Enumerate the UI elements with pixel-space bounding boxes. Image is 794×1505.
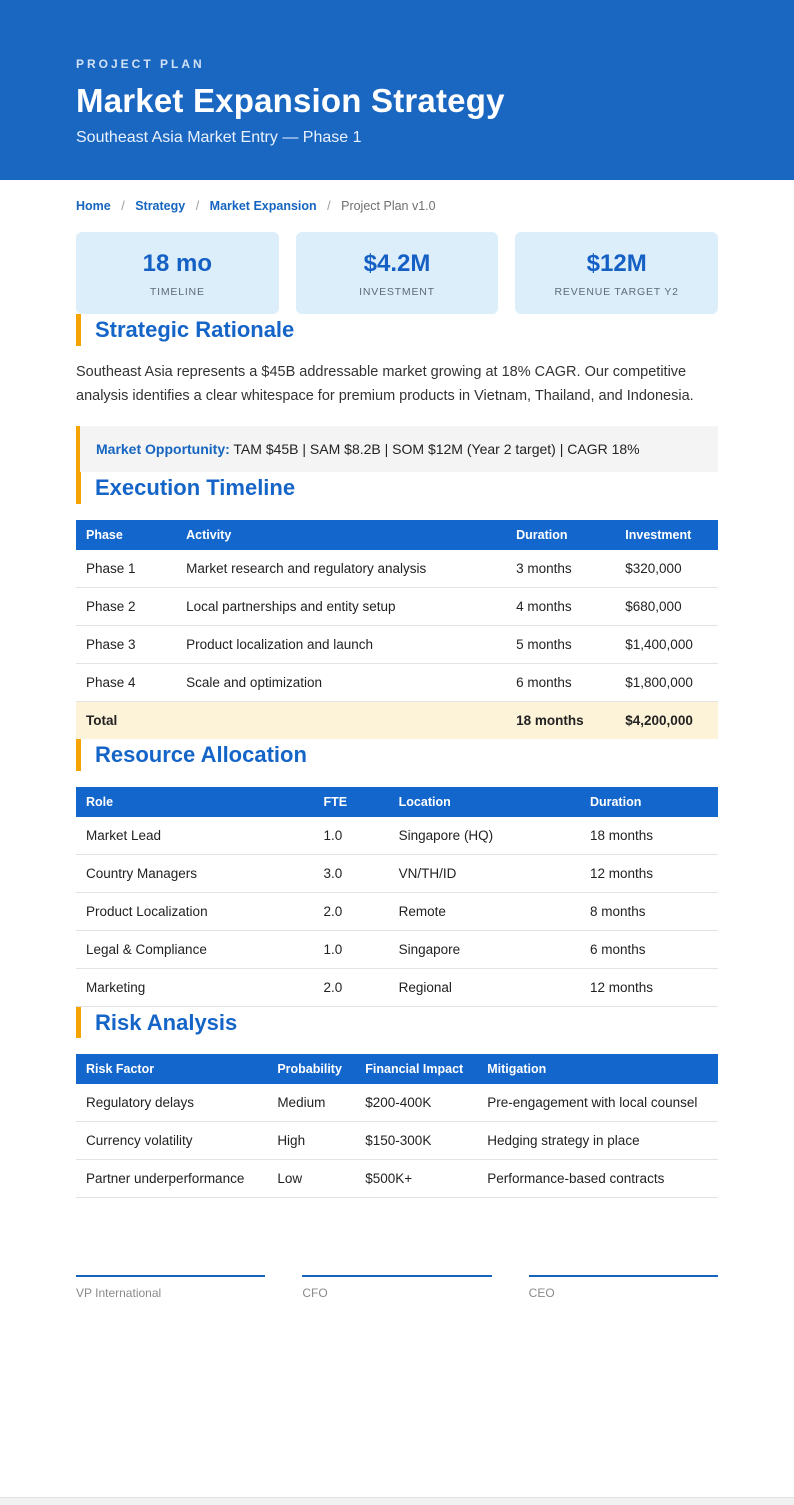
table-cell: Pre-engagement with local counsel (477, 1084, 718, 1122)
breadcrumb-link-strategy[interactable]: Strategy (135, 199, 186, 213)
table-cell: Product localization and launch (176, 625, 506, 663)
table-cell: Country Managers (76, 854, 314, 892)
table-cell: 5 months (506, 625, 615, 663)
breadcrumb-current: Project Plan v1.0 (341, 199, 436, 213)
table-row (76, 625, 718, 663)
table-header-row (76, 520, 718, 550)
signature-block (76, 1275, 718, 1300)
table-cell: Performance-based contracts (477, 1160, 718, 1198)
table-header-row (76, 787, 718, 817)
table-cell: Medium (267, 1084, 355, 1122)
section-title-execution-timeline: Execution Timeline (76, 472, 718, 504)
callout-label: Market Opportunity: (96, 440, 230, 457)
stat-value: 18 mo (142, 250, 213, 277)
stat-card-revenue-target (515, 232, 718, 314)
rationale-paragraph: Southeast Asia represents a $45B addressable market growing at 18% CAGR. Our competitive analysis identifies a clear whitespace for premium products in Vietnam, Thailand, and Indonesia. (76, 363, 694, 404)
table-row (76, 550, 718, 588)
hero-header (0, 0, 794, 180)
execution-timeline-table (76, 520, 718, 739)
stat-label: REVENUE TARGET Y2 (554, 286, 679, 298)
column-header: Mitigation (477, 1054, 718, 1084)
table-cell: Marketing (76, 968, 314, 1006)
section-title-risk-analysis: Risk Analysis (76, 1007, 718, 1039)
column-header: Financial Impact (355, 1054, 477, 1084)
signature-line-ceo (529, 1275, 718, 1300)
table-cell: Singapore (HQ) (389, 817, 580, 855)
table-cell (176, 701, 506, 739)
table-row (76, 892, 718, 930)
table-cell: Regional (389, 968, 580, 1006)
callout-text: TAM $45B | SAM $8.2B | SOM $12M (Year 2 target) | CAGR 18% (233, 440, 640, 457)
table-header-row (76, 1054, 718, 1084)
table-row (76, 1122, 718, 1160)
column-header: Location (389, 787, 580, 817)
table-cell: VN/TH/ID (389, 854, 580, 892)
column-header: FTE (314, 787, 389, 817)
stat-label: TIMELINE (149, 286, 205, 298)
table-cell: $4,200,000 (615, 701, 718, 739)
table-cell: 3.0 (314, 854, 389, 892)
table-cell: 18 months (580, 817, 718, 855)
table-row (76, 854, 718, 892)
table-cell: 8 months (580, 892, 718, 930)
table-cell: Partner underperformance (76, 1160, 267, 1198)
stat-card-investment (296, 232, 499, 314)
table-cell: Low (267, 1160, 355, 1198)
page-title: Market Expansion Strategy (76, 82, 505, 119)
table-cell: $1,400,000 (615, 625, 718, 663)
signature-label: CFO (302, 1286, 328, 1301)
signature-label: VP International (76, 1286, 162, 1301)
table-row (76, 817, 718, 855)
page-bottom-divider (0, 1497, 794, 1505)
table-cell: 4 months (506, 587, 615, 625)
table-cell: $680,000 (615, 587, 718, 625)
table-cell: Local partnerships and entity setup (176, 587, 506, 625)
document-body (0, 199, 794, 1300)
table-cell: Scale and optimization (176, 663, 506, 701)
breadcrumb-separator: / (121, 199, 125, 213)
breadcrumb (76, 199, 718, 213)
column-header: Duration (506, 520, 615, 550)
table-cell: $500K+ (355, 1160, 477, 1198)
stat-card-timeline (76, 232, 279, 314)
table-cell: Phase 4 (76, 663, 176, 701)
table-cell: Hedging strategy in place (477, 1122, 718, 1160)
table-cell: 6 months (580, 930, 718, 968)
table-cell: Product Localization (76, 892, 314, 930)
table-cell: High (267, 1122, 355, 1160)
table-row (76, 1084, 718, 1122)
stat-cards (76, 232, 718, 314)
table-cell: 2.0 (314, 892, 389, 930)
table-cell: $200-400K (355, 1084, 477, 1122)
table-cell: Legal & Compliance (76, 930, 314, 968)
table-cell: Remote (389, 892, 580, 930)
column-header: Investment (615, 520, 718, 550)
column-header: Role (76, 787, 314, 817)
signature-line-vp-international (76, 1275, 265, 1300)
table-total-row (76, 701, 718, 739)
risk-analysis-table (76, 1054, 718, 1198)
resource-allocation-table (76, 787, 718, 1007)
signature-line-cfo (302, 1275, 491, 1300)
table-cell: $320,000 (615, 550, 718, 588)
breadcrumb-separator: / (195, 199, 200, 213)
table-cell: Total (76, 701, 176, 739)
table-cell: 1.0 (314, 817, 389, 855)
table-cell: Market Lead (76, 817, 314, 855)
table-cell: 12 months (580, 854, 718, 892)
column-header: Phase (76, 520, 176, 550)
page-subtitle: Southeast Asia Market Entry — Phase 1 (76, 129, 362, 146)
table-row (76, 587, 718, 625)
document-eyebrow: PROJECT PLAN (76, 57, 205, 71)
table-cell: Phase 3 (76, 625, 176, 663)
table-cell: Singapore (389, 930, 580, 968)
stat-value: $12M (586, 250, 647, 277)
signature-label: CEO (528, 1286, 555, 1301)
stat-label: INVESTMENT (359, 286, 435, 298)
table-cell: 12 months (580, 968, 718, 1006)
breadcrumb-link-home[interactable]: Home (76, 199, 111, 213)
table-cell: Phase 2 (76, 587, 176, 625)
table-row (76, 930, 718, 968)
breadcrumb-separator: / (327, 199, 331, 213)
column-header: Probability (267, 1054, 355, 1084)
table-cell: 6 months (506, 663, 615, 701)
table-cell: 3 months (506, 550, 615, 588)
table-row (76, 968, 718, 1006)
column-header: Duration (580, 787, 718, 817)
column-header: Risk Factor (76, 1054, 267, 1084)
breadcrumb-link-market-expansion[interactable]: Market Expansion (209, 199, 317, 213)
table-row (76, 1160, 718, 1198)
table-row (76, 663, 718, 701)
table-cell: $150-300K (355, 1122, 477, 1160)
column-header: Activity (176, 520, 506, 550)
table-cell: $1,800,000 (615, 663, 718, 701)
table-cell: Currency volatility (76, 1122, 267, 1160)
table-cell: Market research and regulatory analysis (176, 550, 506, 588)
table-cell: 1.0 (314, 930, 389, 968)
table-cell: 2.0 (314, 968, 389, 1006)
stat-value: $4.2M (363, 250, 431, 277)
section-title-strategic-rationale: Strategic Rationale (76, 314, 718, 346)
table-cell: Regulatory delays (76, 1084, 267, 1122)
table-cell: 18 months (506, 701, 615, 739)
table-cell: Phase 1 (76, 550, 176, 588)
section-title-resource-allocation: Resource Allocation (76, 739, 718, 771)
market-opportunity-callout (76, 426, 718, 472)
